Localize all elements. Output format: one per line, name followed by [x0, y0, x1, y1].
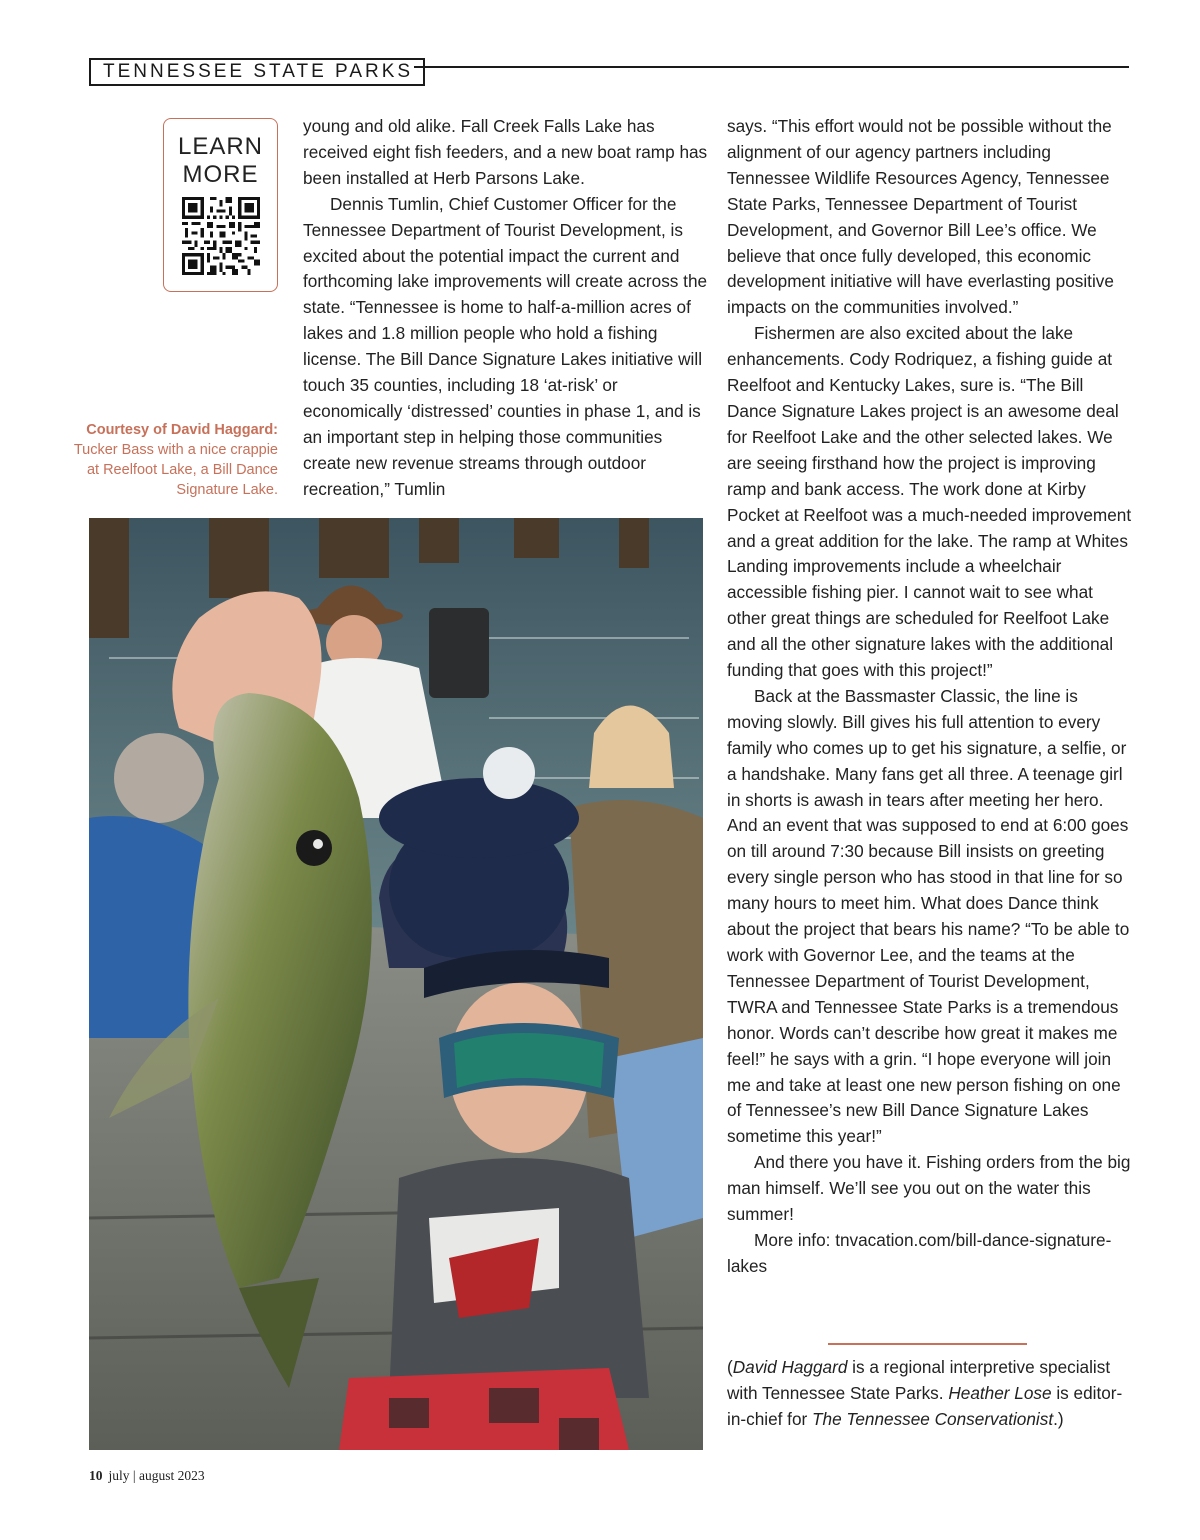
section-header-box — [89, 58, 425, 86]
paragraph: Dennis Tumlin, Chief Customer Officer for the Tennessee Department of Tourist Development, is excited about the potential impact the current and forthcoming lake improvements will create across the state. “Tennessee is home to half-a-million acres of lakes and 1.8 million people who hold a fishing license. The Bill Dance Signature Lakes initiative will touch 35 counties, including 18 ‘at-risk’ or economically ‘distressed’ counties in phase 1, and is an important step in helping those communities create new revenue streams through outdoor recreation,” Tumlin — [303, 193, 708, 499]
bio-open: ( — [727, 1357, 733, 1377]
publication-name: The Tennessee Conservationist — [812, 1408, 1054, 1429]
article-photo — [89, 518, 703, 1450]
photo-caption-text: Tucker Bass with a nice crappie at Reelfoot Lake, a Bill Dance Signature Lake. — [73, 442, 278, 498]
paragraph: Back at the Bassmaster Classic, the line is moving slowly. Bill gives his full attention to every family who comes up to get his signature, a selfie, or a handshake. Many fans get all three. A teenage girl in shorts is awash in tears after meeting her hero. And an event that was supposed to end at 6:00 goes on till around 7:30 because Bill insists on greeting every single person who has stood in that line for so many hours to meet him. What does Dance think about the project that bears his name? “To be able to work with Governor Lee, and the teams at the Tennessee Department of Tourist Development, TWRA and Tennessee State Parks is a tremendous honor. Words can’t describe how great it makes me feel!” he says with a grin. “I hope everyone will join me and take at least one new person fishing on one of Tennessee’s new Bill Dance Signature Lakes sometime this year!” — [727, 685, 1130, 1147]
learn-more-label — [164, 133, 277, 189]
article-column-2 — [727, 114, 1132, 1280]
fishing-photo-illustration — [89, 518, 703, 1450]
more-info-line: More info: tnvacation.com/bill-dance-signature-lakes — [727, 1229, 1112, 1276]
author-name: David Haggard — [732, 1357, 848, 1377]
photo-caption — [60, 420, 278, 500]
page-number: 10 — [89, 1468, 103, 1483]
paragraph: Fishermen are also excited about the lake enhancements. Cody Rodriquez, a fishing guide at Reelfoot and Kentucky Lakes, sure is. “The Bill Dance Signature Lakes project is an awesome deal for Reelfoot Lake and the other selected lakes. We are seeing firsthand how the project is improving ramp and bank access. The work done at Kirby Pocket at Reelfoot was a much-needed improvement and a great addition for the lake. The ramp at Whites Landing improvements include a wheelchair accessible fishing pier. I cannot wait to see what other great things are scheduled for Reelfoot Lake and all the other signature lakes with the additional funding that goes with this project!” — [727, 323, 1132, 681]
section-title: TENNESSEE STATE PARKS — [103, 61, 414, 82]
paragraph: And there you have it. Fishing orders from the big man himself. We’ll see you out on the water this summer! — [727, 1152, 1131, 1225]
paragraph: young and old alike. Fall Creek Falls Lake has received eight fish feeders, and a new boat ramp has been installed at Herb Parsons Lake. — [303, 116, 708, 188]
learn-more-line2: MORE — [182, 161, 259, 188]
divider — [828, 1343, 1027, 1345]
page-footer — [89, 1468, 205, 1484]
photo-credit: Courtesy of David Haggard: — [86, 422, 278, 438]
section-header — [89, 58, 1129, 84]
bio-close: .) — [1053, 1408, 1064, 1429]
paragraph: says. “This effort would not be possible without the alignment of our agency partners including Tennessee Wildlife Resources Agency, Tennessee State Parks, Tennessee Department of Tourist Development, and Governor Bill Lee’s office. We believe that once fully developed, this economic development initiative will have everlasting positive impacts on the communities involved.” — [727, 116, 1114, 318]
editor-name: Heather Lose — [948, 1382, 1052, 1403]
author-bio — [727, 1355, 1127, 1433]
header-rule — [414, 66, 1129, 68]
bio-text: is a regional interpretive specialist with Tennessee State Parks. — [727, 1357, 1111, 1403]
bio-text: is editor-in-chief for — [727, 1382, 1123, 1429]
qr-code-icon[interactable] — [182, 197, 260, 275]
learn-more-line1: LEARN — [177, 133, 264, 160]
issue-date: july | august 2023 — [108, 1468, 205, 1483]
article-column-1 — [303, 114, 708, 503]
learn-more-box[interactable] — [163, 118, 278, 292]
